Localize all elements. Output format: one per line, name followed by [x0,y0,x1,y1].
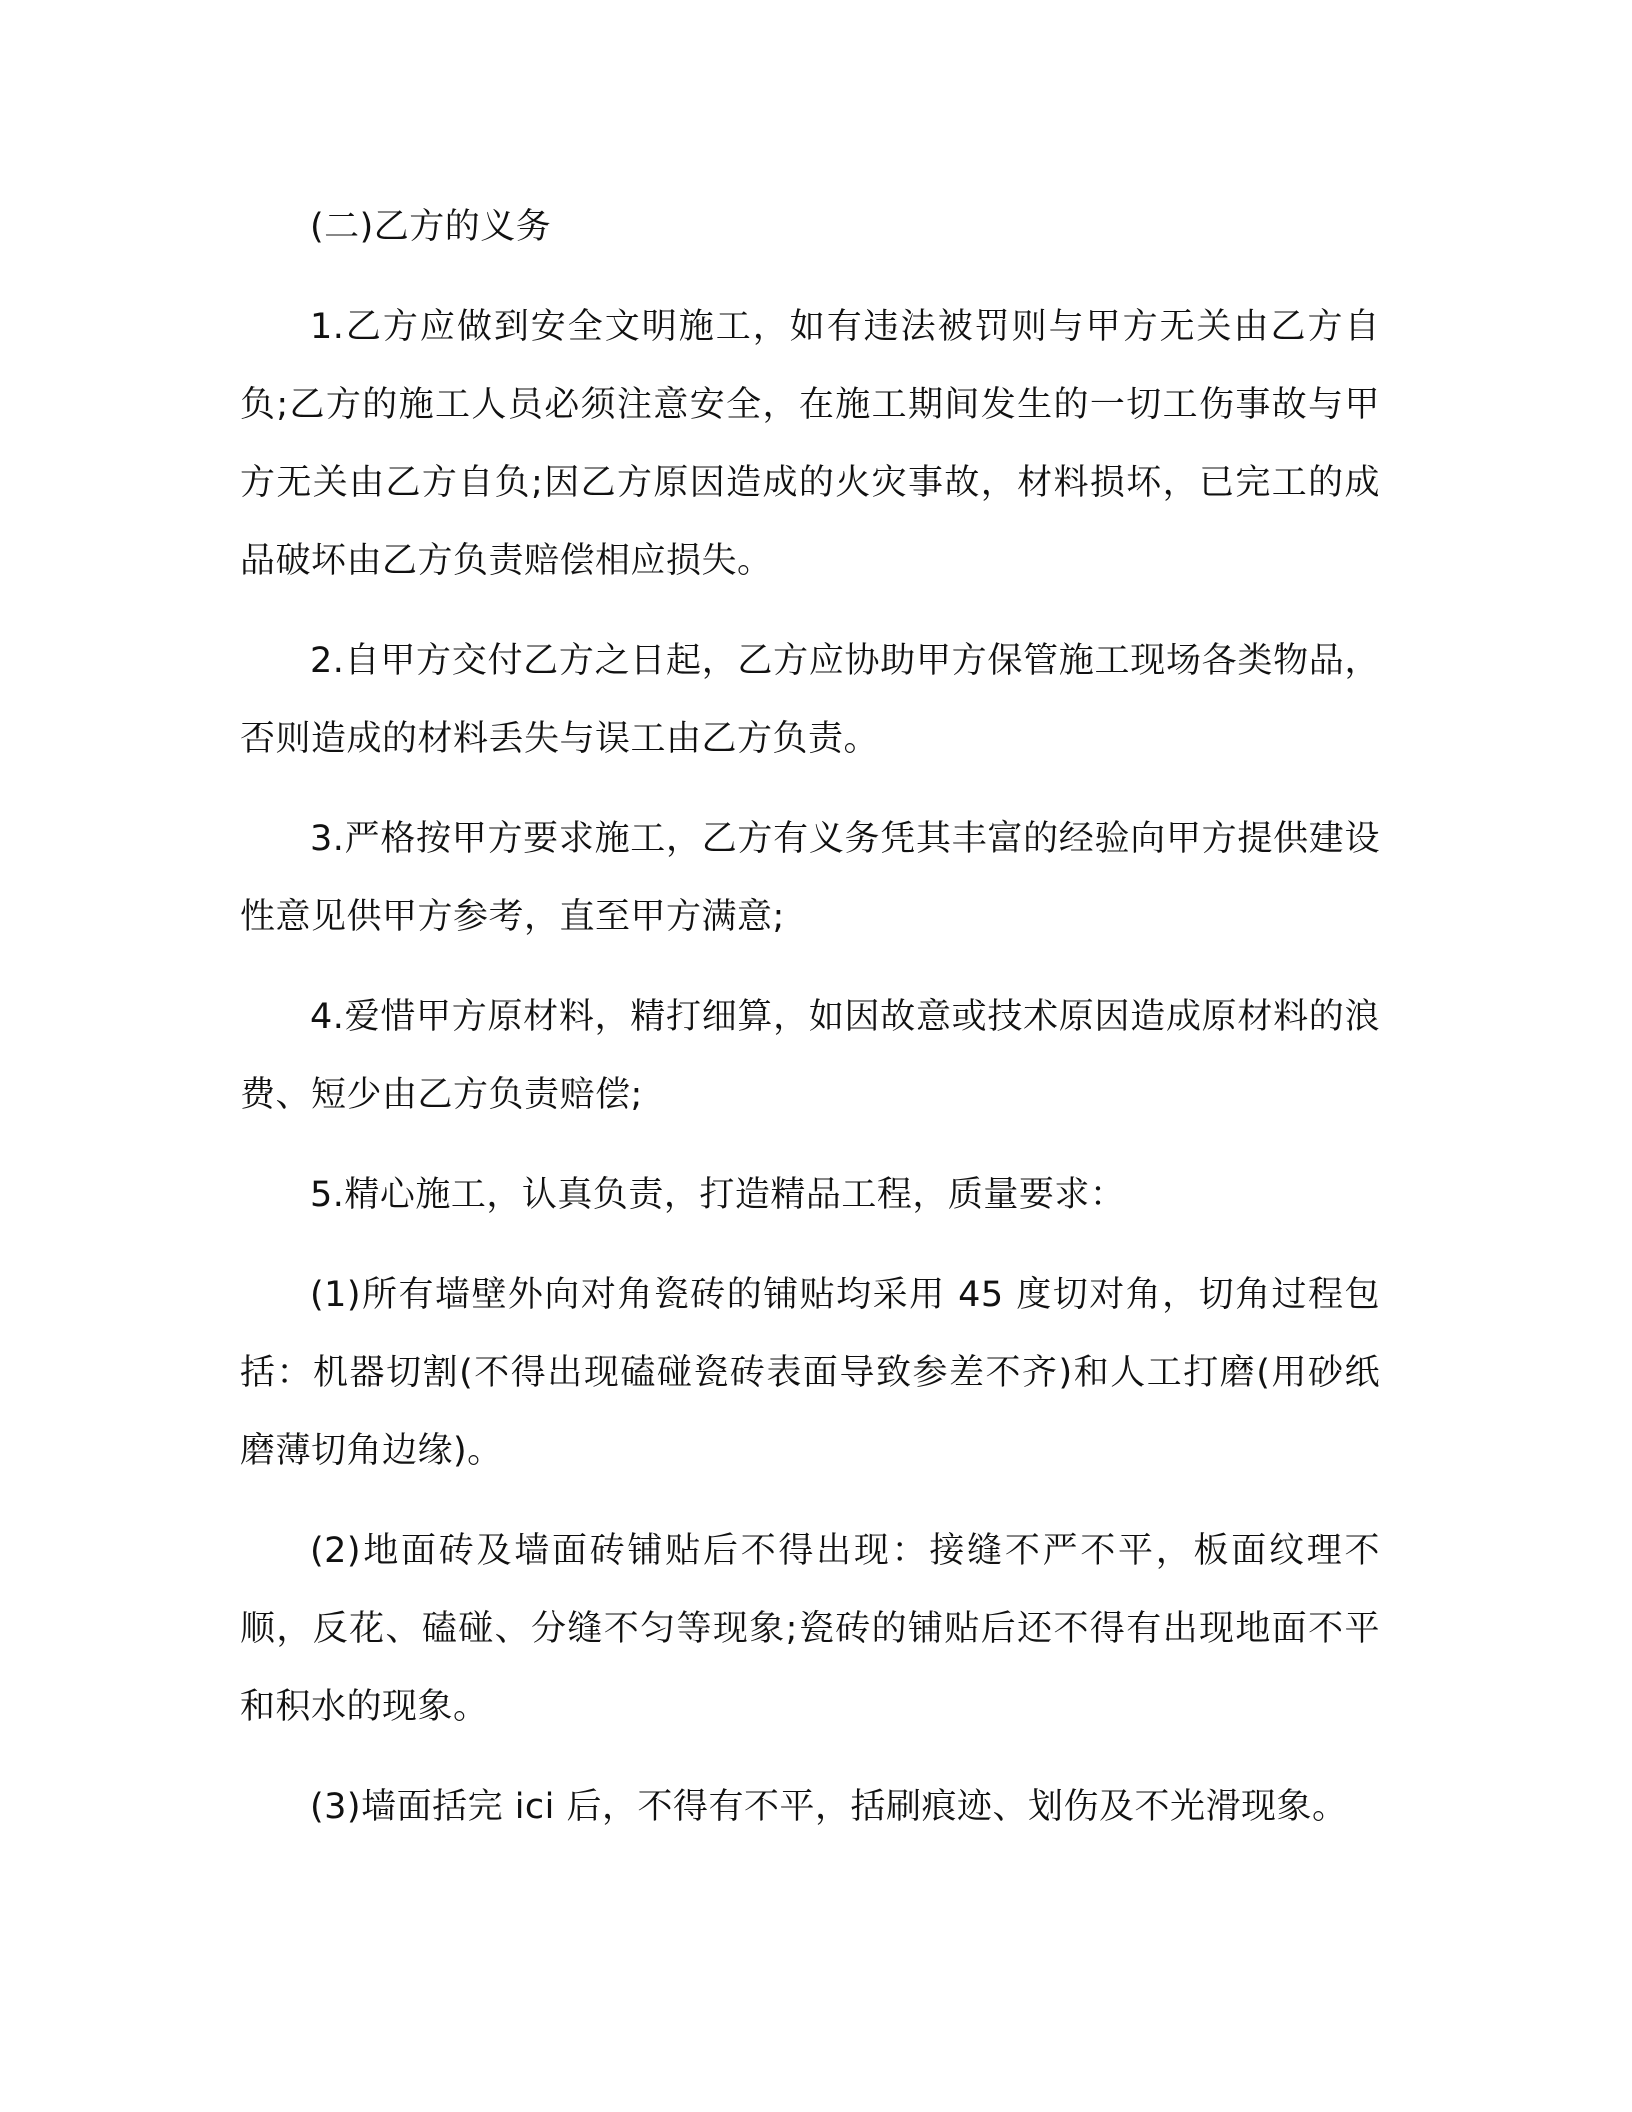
paragraph-4: 4.爱惜甲方原材料，精打细算，如因故意或技术原因造成原材料的浪费、短少由乙方负责赔偿; [240,997,1380,1115]
paragraph-5-2: (2)地面砖及墙面砖铺贴后不得出现：接缝不严不平，板面纹理不顺，反花、磕碰、分缝不匀等现象;瓷砖的铺贴后还不得有出现地面不平和积水的现象。 [240,1531,1380,1727]
paragraph-1: 1.乙方应做到安全文明施工，如有违法被罚则与甲方无关由乙方自负;乙方的施工人员必须注意安全，在施工期间发生的一切工伤事故与甲方无关由乙方自负;因乙方原因造成的火灾事故，材料损坏，已完工的成品破坏由乙方负责赔偿相应损失。 [240,307,1380,581]
document-body [240,188,1380,1868]
paragraph-5-3: (3)墙面括完 ici 后，不得有不平，括刷痕迹、划伤及不光滑现象。 [310,1787,1348,1827]
paragraph-5-1: (1)所有墙壁外向对角瓷砖的铺贴均采用 45 度切对角，切角过程包括：机器切割(不得出现磕碰瓷砖表面导致参差不齐)和人工打磨(用砂纸磨薄切角边缘)。 [240,1275,1380,1471]
section-heading: (二)乙方的义务 [310,207,552,247]
paragraph-5: 5.精心施工，认真负责，打造精品工程，质量要求： [310,1175,1126,1215]
paragraph-2: 2.自甲方交付乙方之日起，乙方应协助甲方保管施工现场各类物品，否则造成的材料丢失与误工由乙方负责。 [240,641,1380,759]
paragraph-3: 3.严格按甲方要求施工，乙方有义务凭其丰富的经验向甲方提供建设性意见供甲方参考，直至甲方满意; [240,819,1380,937]
